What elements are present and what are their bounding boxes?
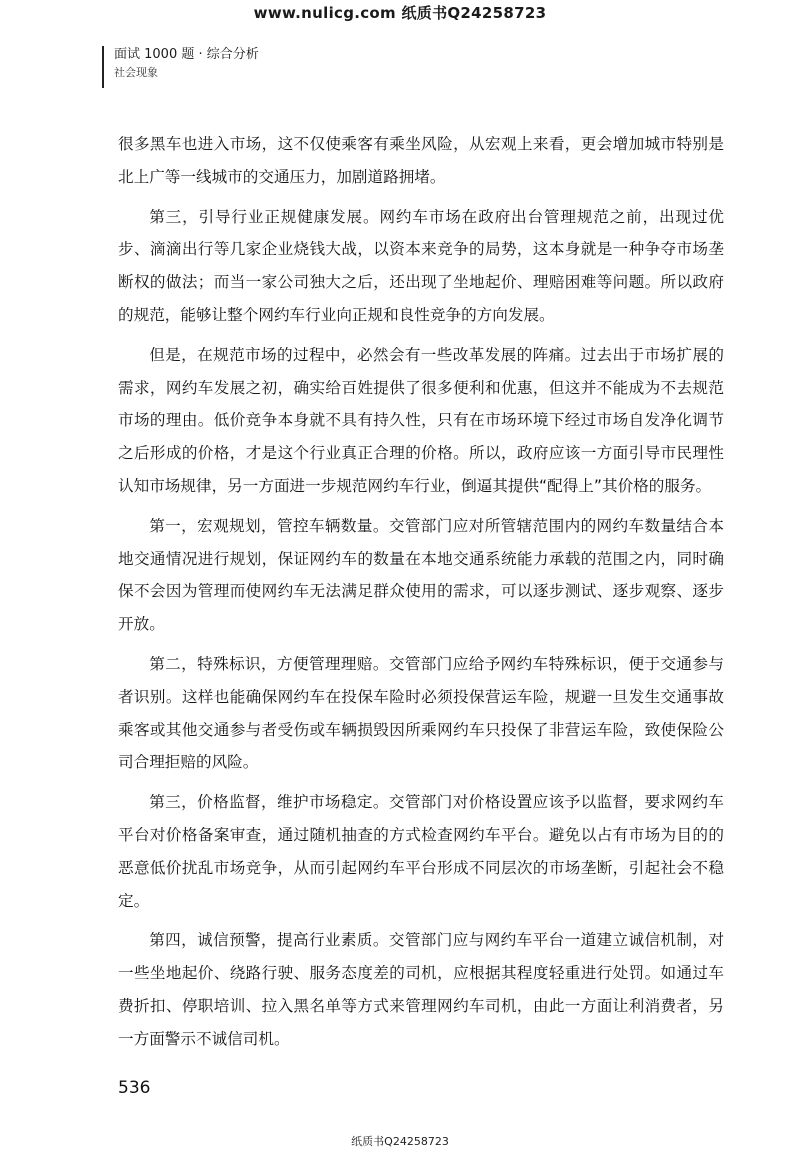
paragraph: 第二，特殊标识，方便管理理赔。交管部门应给予网约车特殊标识，便于交通参与者识别。这样也能确保网约车在投保车险时必须投保营运车险，规避一旦发生交通事故乘客或其他交通参与者受伤或车辆损毁因所乘网约车只投保了非营运车险，致使保险公司合理拒赔的风险。 <box>118 654 724 772</box>
paragraph: 第三，价格监督，维护市场稳定。交管部门对价格设置应该予以监督，要求网约车平台对价格备案审查，通过随机抽查的方式检查网约车平台。避免以占有市场为目的的恶意低价扰乱市场竞争，从而引起网约车平台形成不同层次的市场垄断，引起社会不稳定。 <box>118 793 724 910</box>
running-header <box>102 46 259 88</box>
bottom-watermark: 纸质书Q24258723 <box>351 1135 449 1148</box>
body-text <box>118 128 724 1063</box>
paragraph: 第四，诚信预警，提高行业素质。交管部门应与网约车平台一道建立诚信机制，对一些坐地起价、绕路行驶、服务态度差的司机，应根据其程度轻重进行处罚。如通过车费折扣、停职培训、拉入黑名单等方式来管理网约车司机，由此一方面让利消费者，另一方面警示不诚信司机。 <box>118 931 724 1048</box>
book-title: 面试 1000 题 · 综合分析 <box>114 47 259 62</box>
page-number: 536 <box>118 1078 151 1098</box>
section-title: 社会现象 <box>114 66 158 79</box>
top-watermark: www.nulicg.com 纸质书Q24258723 <box>253 4 547 22</box>
paragraph: 但是，在规范市场的过程中，必然会有一些改革发展的阵痛。过去出于市场扩展的需求，网约车发展之初，确实给百姓提供了很多便利和优惠，但这并不能成为不去规范市场的理由。低价竞争本身就不具有持久性，只有在市场环境下经过市场自发净化调节之后形成的价格，才是这个行业真正合理的价格。所以，政府应该一方面引导市民理性认知市场规律，另一方面进一步规范网约车行业，倒逼其提供“配得上”其价格的服务。 <box>118 345 724 495</box>
paragraph: 第一，宏观规划，管控车辆数量。交管部门应对所管辖范围内的网约车数量结合本地交通情况进行规划，保证网约车的数量在本地交通系统能力承载的范围之内，同时确保不会因为管理而使网约车无法满足群众使用的需求，可以逐步测试、逐步观察、逐步开放。 <box>118 516 724 634</box>
paragraph: 第三，引导行业正规健康发展。网约车市场在政府出台管理规范之前，出现过优步、滴滴出行等几家企业烧钱大战，以资本来竞争的局势，这本身就是一种争夺市场垄断权的做法；而当一家公司独大之后，还出现了坐地起价、理赔困难等问题。所以政府的规范，能够让整个网约车行业向正规和良性竞争的方向发展。 <box>118 207 724 324</box>
paragraph: 很多黑车也进入市场，这不仅使乘客有乘坐风险，从宏观上来看，更会增加城市特别是北上广等一线城市的交通压力，加剧道路拥堵。 <box>118 135 724 186</box>
